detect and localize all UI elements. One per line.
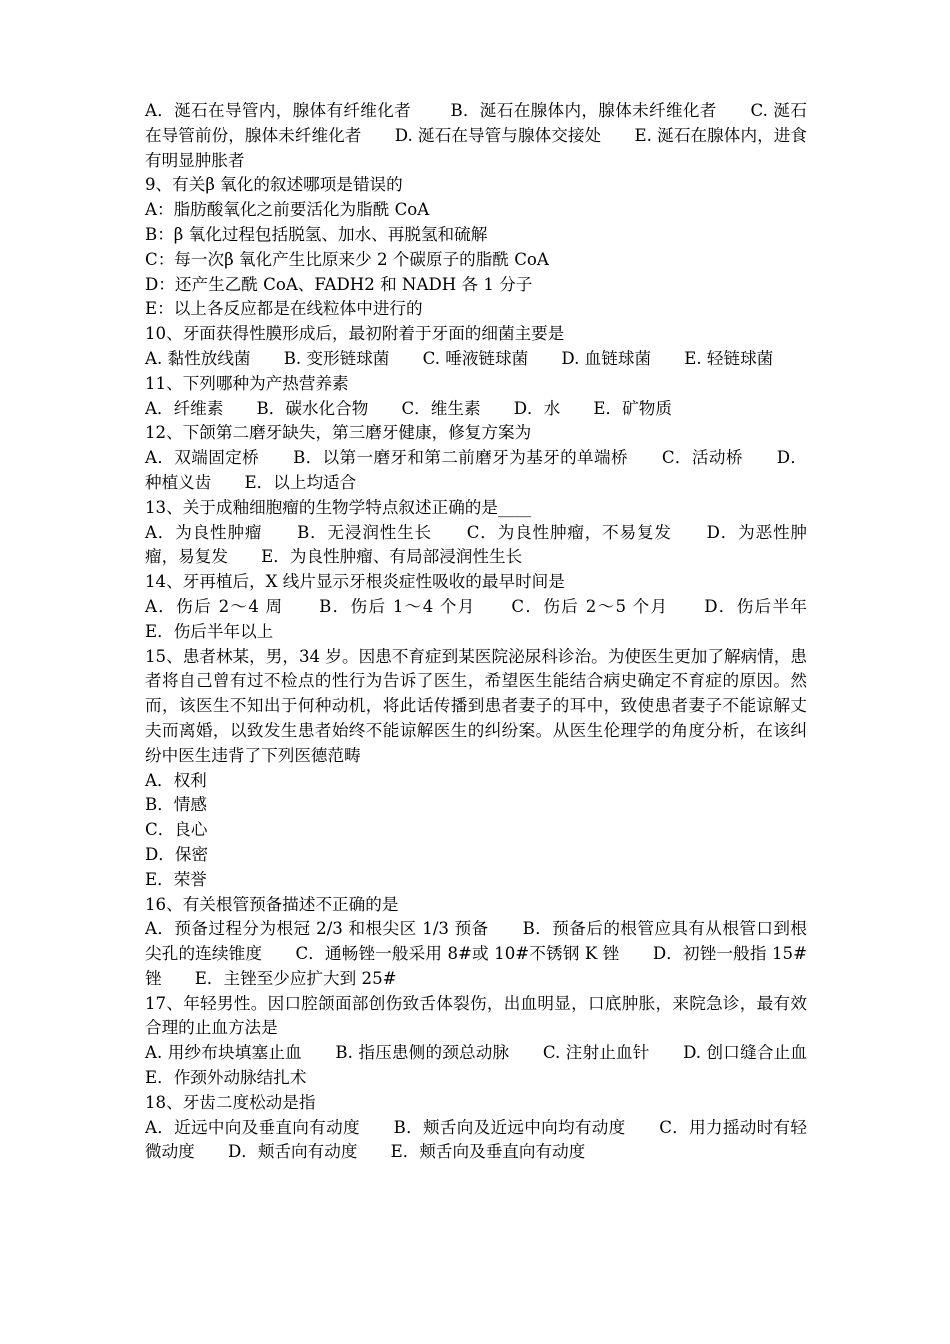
options-q13: A．为良性肿瘤 B．无浸润性生长 C．为良性肿瘤，不易复发 D．为恶性肿瘤，易复发 E．为良性肿瘤、有局部浸润性生长: [145, 522, 807, 567]
question-12: 12、下颌第二磨牙缺失，第三磨牙健康，修复方案为: [145, 423, 532, 443]
option-9e: E：以上各反应都是在线粒体中进行的: [145, 299, 423, 319]
question-17: 17、年轻男性。因口腔颌面部创伤致舌体裂伤，出血明显，口底肿胀，来院急诊，最有效合理的止血方法是: [145, 993, 807, 1038]
question-13: 13、关于成釉细胞瘤的生物学特点叙述正确的是____: [145, 497, 532, 517]
question-15: 15、患者林某，男，34 岁。因患不育症到某医院泌尿科诊治。为使医生更加了解病情，患者将自己曾有过不检点的性行为告诉了医生，希望医生能结合病史确定不育症的原因。然而，该医生不知出于何种动机，将此话传播到患者妻子的耳中，致使患者妻子不能谅解丈夫而离婚，以致发生患者始终不能谅解医生的纠纷案。从医生伦理学的角度分析，在该纠纷中医生违背了下列医德范畴: [145, 646, 807, 765]
question-9: 9、有关β 氧化的叙述哪项是错误的: [145, 175, 403, 195]
option-9b: B：β 氧化过程包括脱氢、加水、再脱氢和硫解: [145, 224, 488, 244]
options-q8: A．涎石在导管内，腺体有纤维化者 B．涎石在腺体内，腺体未纤维化者 C. 涎石在导管前份，腺体未纤维化者 D. 涎石在导管与腺体交接处 E. 涎石在腺体内，进食有明显肿胀者: [145, 101, 807, 170]
option-15b: B．情感: [145, 795, 207, 815]
option-15c: C．良心: [145, 820, 208, 840]
options-q18: A．近远中向及垂直向有动度 B．颊舌向及近远中向均有动度 C．用力摇动时有轻微动度 D．颊舌向有动度 E．颊舌向及垂直向有动度: [145, 1117, 807, 1162]
options-q12: A．双端固定桥 B．以第一磨牙和第二前磨牙为基牙的单端桥 C．活动桥 D．种植义齿 E．以上均适合: [145, 448, 807, 492]
options-q11: A．纤维素 B．碳水化合物 C．维生素 D．水 E．矿物质: [145, 398, 672, 418]
question-18: 18、牙齿二度松动是指: [145, 1092, 316, 1112]
options-q17: A. 用纱布块填塞止血 B. 指压患侧的颈总动脉 C. 注射止血针 D. 创口缝合止血 E．作颈外动脉结扎术: [145, 1043, 841, 1088]
option-15e: E．荣誉: [145, 869, 207, 889]
question-11: 11、下列哪种为产热营养素: [145, 373, 349, 393]
document-page: [145, 99, 841, 1165]
option-15a: A．权利: [145, 770, 207, 790]
option-9d: D：还产生乙酰 CoA、FADH2 和 NADH 各 1 分子: [145, 274, 533, 294]
question-10: 10、牙面获得性膜形成后，最初附着于牙面的细菌主要是: [145, 324, 565, 344]
option-9a: A：脂肪酸氧化之前要活化为脂酰 CoA: [145, 200, 430, 220]
option-15d: D．保密: [145, 844, 209, 864]
options-q10: A. 黏性放线菌 B. 变形链球菌 C. 唾液链球菌 D. 血链球菌 E. 轻链球菌: [145, 348, 774, 368]
options-q14: A．伤后 2～4 周 B．伤后 1～4 个月 C．伤后 2～5 个月 D．伤后半年 E．伤后半年以上: [145, 596, 841, 641]
option-9c: C：每一次β 氧化产生比原来少 2 个碳原子的脂酰 CoA: [145, 249, 549, 269]
options-q16: A．预备过程分为根冠 2/3 和根尖区 1/3 预备 B．预备后的根管应具有从根管口到根尖孔的连续锥度 C．通畅锉一般采用 8#或 10#不锈钢 K 锉 D．初锉一般指 15#锉 E．主锉至少应扩大到 25#: [145, 919, 807, 988]
question-14: 14、牙再植后，X 线片显示牙根炎症性吸收的最早时间是: [145, 572, 565, 592]
question-16: 16、有关根管预备描述不正确的是: [145, 894, 399, 914]
